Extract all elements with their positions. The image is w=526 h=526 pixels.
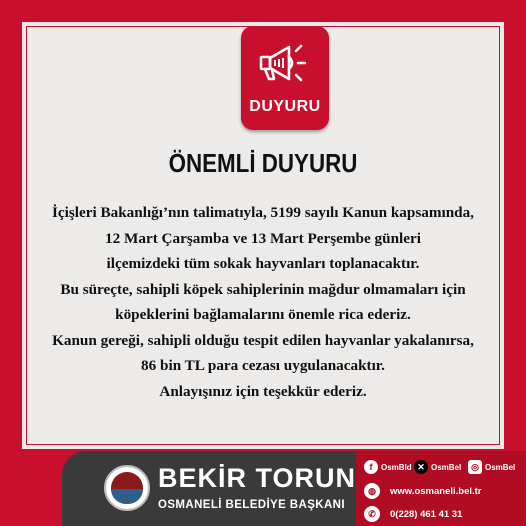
- facebook-icon: f: [364, 460, 378, 474]
- body-line: köpeklerini bağlamalarını önemle rica ederiz.: [115, 306, 411, 323]
- body-line: Kanun gereği, sahipli olduğu tespit edilen hayvanlar yakalanırsa,: [52, 331, 474, 349]
- body-line: 86 bin TL para cezası uygulanacaktır.: [141, 357, 385, 374]
- instagram-link[interactable]: ◎ OsmBel: [468, 459, 515, 475]
- instagram-icon: ◎: [468, 460, 482, 474]
- mayor-title: OSMANELİ BELEDİYE BAŞKANI: [158, 499, 345, 511]
- mayor-name: BEKİR TORUN: [158, 463, 357, 493]
- globe-icon: ◍: [364, 483, 380, 499]
- announcement-title: ÖNEMLİ DUYURU: [168, 148, 358, 178]
- body-line: 12 Mart Çarşamba ve 13 Mart Perşembe günleri: [105, 229, 421, 247]
- footer-mayor-panel: [62, 451, 356, 526]
- announcement-body: [38, 200, 488, 404]
- announcement-badge: [241, 26, 329, 130]
- body-line: İçişleri Bakanlığı’nın talimatıyla, 5199 sayılı Kanun kapsamında,: [52, 204, 474, 221]
- phone-icon: ✆: [364, 506, 380, 522]
- facebook-link[interactable]: f OsmBld: [364, 459, 412, 475]
- body-line: ilçemizdeki tüm sokak hayvanları toplanacaktır.: [106, 255, 420, 272]
- website-link[interactable]: ◍ www.osmaneli.bel.tr: [364, 483, 482, 499]
- municipality-emblem: [104, 465, 150, 511]
- body-line: Anlayışınız için teşekkür ederiz.: [159, 382, 367, 400]
- footer: [0, 451, 526, 526]
- announcement-card: [20, 20, 506, 451]
- phone-link[interactable]: ✆ 0(228) 461 41 31: [364, 506, 462, 522]
- x-icon: ✕: [414, 460, 428, 474]
- megaphone-icon: [255, 34, 315, 94]
- badge-label: DUYURU: [249, 98, 321, 115]
- x-link[interactable]: ✕ OsmBel: [414, 459, 461, 475]
- body-line: Bu süreçte, sahipli köpek sahiplerinin mağdur olmamaları için: [60, 280, 466, 298]
- footer-contact-panel: [356, 451, 526, 526]
